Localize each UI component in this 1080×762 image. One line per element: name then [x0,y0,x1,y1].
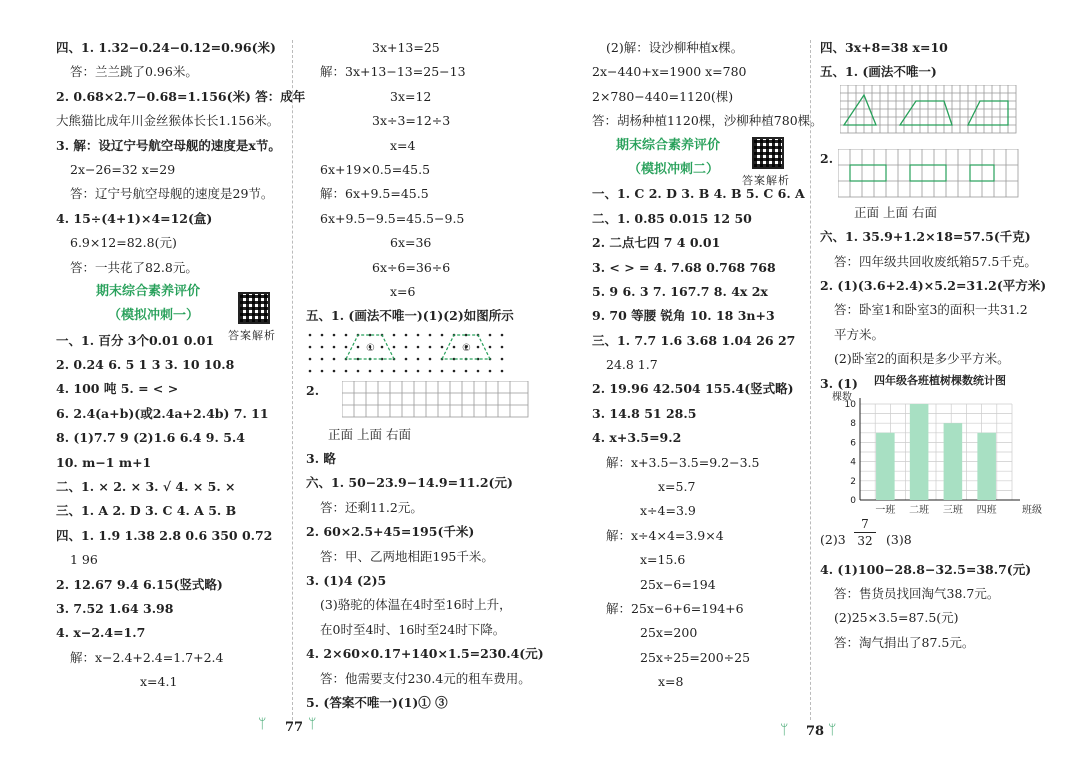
answer-line: 3x=12 [390,88,432,104]
answer-line: 2×780−440=1120(棵) [592,88,734,104]
y-tick-label: 8 [850,418,856,429]
answer-line: 25x÷25=200÷25 [640,649,751,665]
section-title: 期末综合素养评价 [96,283,201,299]
qr-caption: 答案解析 [228,329,276,342]
answer-line: 在0时至4时、16时至24时下降。 [320,621,506,637]
views-figure [820,147,1052,201]
answer-line: 6.9×12=82.8(元) [70,235,177,251]
section-title: 期末综合素养评价 [616,137,721,153]
page-number-right: 78 [806,724,825,739]
answer-line: 25x=200 [640,625,698,641]
answer-line: 3. 略 [306,451,336,467]
answer-line: 10. m−1 m+1 [56,454,152,470]
answer-line: 答：一共花了82.8元。 [70,259,198,275]
answer-line: (2)解：设沙柳种植x棵。 [606,40,744,55]
answer-line: 解：25x−6+6=194+6 [606,600,744,616]
fraction-numerator: 7 [854,516,876,533]
view-labels: 正面 上面 右面 [328,426,411,442]
trapezoid-grid [840,85,1020,143]
answer-line: 三、1. A 2. D 3. C 4. A 5. B [56,503,237,519]
answer-line: 解：x÷4×4=3.9×4 [606,527,724,543]
answer-line: 一、1. 百分 3个0.01 0.01 [56,332,215,348]
y-tick-label: 4 [850,457,856,468]
answer-line: 4. x+3.5=9.2 [592,430,682,446]
answer-line: 四、1. 1.32−0.24−0.12=0.96(米) [56,40,276,55]
answer-line: 6. 2.4(a+b)(或2.4a+2.4b) 7. 11 [56,405,269,421]
views-grid [838,149,1022,199]
bar-chart-block [820,372,1052,522]
qr-code[interactable] [238,292,270,324]
answer-line: 3. (1) [820,375,858,391]
answer-line: 解：6x+9.5=45.5 [320,186,429,202]
answer-line: 二、1. × 2. × 3. √ 4. × 5. × [56,479,236,495]
bar-2 [910,404,929,500]
answer-line: 4. x−2.4=1.7 [56,625,146,641]
y-tick-label: 2 [850,476,856,487]
bar-3 [944,423,963,500]
column-divider [810,40,811,720]
answer-line: 2. (1)(3.6+2.4)×5.2=31.2(平方米) [820,277,1047,293]
column-1 [56,36,306,695]
palm-icon: ᛘ [780,722,789,738]
answer-line: 1 96 [70,552,98,568]
x-axis-label: 班级 [1022,504,1042,516]
answer-line: 解：x−2.4+2.4=1.7+2.4 [70,649,224,665]
palm-icon: ᛘ [828,722,837,738]
column-2 [306,36,544,715]
x-tick-label: 二班 [909,504,930,516]
x-tick-label: 三班 [942,504,963,516]
x-tick-label: 一班 [875,504,896,516]
answer-line: 答：售货员找回淘气38.7元。 [834,585,1000,601]
page-number-left: 77 [285,720,304,735]
dot-grid-figure [306,329,538,379]
answer-line: 答：他需要支付230.4元的租车费用。 [320,670,531,686]
answer-line: 3. 解：设辽宁号航空母舰的速度是x节。 [56,137,281,153]
answer-line: 答：还剩11.2元。 [320,499,423,515]
answer-line: 六、1. 35.9+1.2×18=57.5(千克) [820,229,1031,245]
answer-line: x=5.7 [658,479,696,495]
svg-text:②: ② [462,342,471,354]
y-tick-label: 0 [850,495,856,506]
answer-line: 答：辽宁号航空母舰的速度是29节。 [70,186,274,202]
answer-line: x=15.6 [640,552,686,568]
answer-line: 2. [820,150,834,166]
answer-line: 2x−440+x=1900 x=780 [592,64,747,80]
answer-line: x=4 [390,137,416,153]
answer-line: 答：卧室1和卧室3的面积一共31.2 [834,302,1028,318]
answer-line: (2)25×3.5=87.5(元) [834,610,959,626]
answer-line: 答：胡杨种植1120棵，沙柳种植780棵。 [592,113,823,129]
answer-line: 5. (答案不唯一)(1)① ③ [306,694,448,710]
qr-caption: 答案解析 [742,174,790,187]
answer-line: 答：甲、乙两地相距195千米。 [320,548,494,564]
answer-line: x=8 [658,674,684,690]
answer-line: x=4.1 [140,674,178,690]
answer-line: 2. 二点七四 7 4 0.01 [592,235,721,251]
answer-line: 解：3x+13−13=25−13 [320,64,466,80]
answer-line: 4. 15÷(4+1)×4=12(盒) [56,210,213,226]
y-tick-label: 10 [844,399,856,410]
grid-trapezoid-figure [820,85,1052,147]
answer-line: x÷4=3.9 [640,503,696,519]
answer-line: 平方米。 [834,326,885,342]
answer-line: 2. 0.68×2.7−0.68=1.156(米) 答：成年 [56,88,306,104]
answer-line: 2. 12.67 9.4 6.15(竖式略) [56,576,223,592]
answer-line: 8. (1)7.7 9 (2)1.6 6.4 9. 5.4 [56,430,245,446]
answer-line: 四、1. 1.9 1.38 2.8 0.6 350 0.72 [56,527,273,543]
column-3 [592,36,823,695]
answer-line: 解：x+3.5−3.5=9.2−3.5 [606,454,760,470]
answer-line: 3. (1)4 (2)5 [306,573,387,589]
answer-line: 五、1. (画法不唯一)(1)(2)如图所示 [306,308,514,324]
answer-line: 5. 9 6. 3 7. 167.7 8. 4x 2x [592,283,768,299]
answer-line: 答：淘气捐出了87.5元。 [834,634,975,650]
answer-line: (3)骆驼的体温在4时至16时上升， [320,597,512,613]
palm-icon: ᛘ [308,716,317,732]
column-4 [820,36,1052,655]
answer-line: 6x+9.5−9.5=45.5−9.5 [320,210,465,226]
answer-line: 6x÷6=36÷6 [372,259,451,275]
y-tick-label: 6 [850,437,856,448]
answer-line: 大熊猫比成年川金丝猴体长长1.156米。 [56,113,280,129]
column-divider [292,40,293,720]
fraction-denominator: 32 [857,533,873,548]
answer-line: 25x−6=194 [640,576,716,592]
x-tick-label: 四班 [976,504,997,516]
answer-line: (2)3 [820,531,846,547]
dot-grid [306,329,506,377]
answer-line: (3)8 [886,531,912,547]
answer-line: 2. 19.96 42.504 155.4(竖式略) [592,381,794,397]
view-labels: 正面 上面 右面 [854,204,937,220]
answer-line: 24.8 1.7 [606,357,658,373]
bar-1 [876,432,895,499]
answer-line: 2x−26=32 x=29 [70,161,176,177]
answer-line: 4. 100 吨 5. = < > [56,381,179,397]
answer-line: 6x=36 [390,235,432,251]
answer-line: 2. [306,382,320,398]
bar-4 [977,432,996,499]
answer-line: 3. 7.52 1.64 3.98 [56,600,174,616]
answer-line: 3x÷3=12÷3 [372,113,451,129]
answer-line: 三、1. 7.7 1.6 3.68 1.04 26 27 [592,332,796,348]
answer-line: 4. (1)100−28.8−32.5=38.7(元) [820,561,1032,577]
answer-line: 9. 70 等腰 锐角 10. 18 3n+3 [592,308,775,324]
palm-icon: ᛘ [258,716,267,732]
answer-line: 四、3x+8=38 x=10 [820,40,948,55]
chart-title: 四年级各班植树棵数统计图 [874,373,1006,387]
svg-text:①: ① [366,342,375,354]
view-drawings [306,379,538,423]
answer-line: 二、1. 0.85 0.015 12 50 [592,210,752,226]
section-subtitle: （模拟冲刺一） [108,308,200,324]
answer-line: 6x+19×0.5=45.5 [320,161,431,177]
answer-line: (2)卧室2的面积是多少平方米。 [834,351,1010,367]
fraction [854,516,876,549]
answer-line: 2. 60×2.5+45=195(千米) [306,524,475,540]
answer-line: 答：兰兰跳了0.96米。 [70,64,198,80]
fraction-line [820,516,1052,558]
answer-line: 答：四年级共回收废纸箱57.5千克。 [834,253,1037,269]
answer-line: 3. < > = 4. 7.68 0.768 768 [592,259,776,275]
answer-line: x=6 [390,283,416,299]
section-subtitle: （模拟冲刺二） [628,161,720,177]
view-grid [342,381,532,421]
qr-code[interactable] [752,137,784,169]
answer-line: 六、1. 50−23.9−14.9=11.2(元) [306,475,513,491]
answer-line: 4. 2×60×0.17+140×1.5=230.4(元) [306,646,544,662]
y-axis-label: 棵数 [832,391,852,403]
bar-chart [820,372,1052,522]
answer-line: 2. 0.24 6. 5 1 3 3. 10 10.8 [56,357,235,373]
answer-line: 一、1. C 2. D 3. B 4. B 5. C 6. A [592,186,805,202]
answer-line: 五、1. (画法不唯一) [820,64,937,80]
answer-line: 3. 14.8 51 28.5 [592,405,697,421]
answer-line: 3x+13=25 [372,40,440,55]
